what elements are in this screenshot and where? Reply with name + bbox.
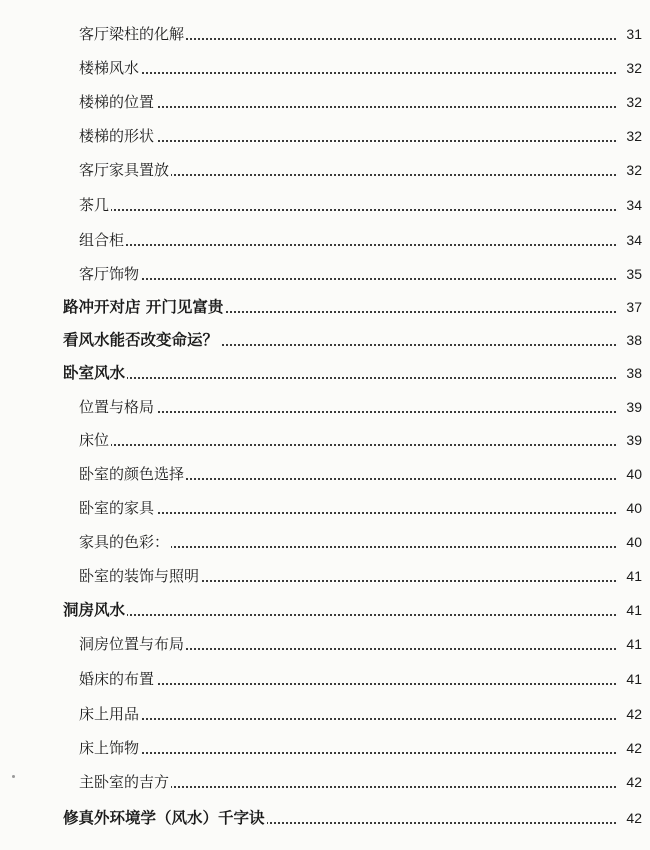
toc-entry-page: 34 (618, 228, 642, 252)
toc-entry-page: 41 (618, 632, 642, 656)
toc-entry (0, 564, 650, 588)
dot-leader (79, 244, 616, 246)
toc-entry (0, 228, 650, 252)
toc-entry (0, 361, 650, 385)
toc-entry-title: 床上饰物 (79, 736, 141, 760)
toc-entry-page: 39 (618, 395, 642, 419)
toc-entry-title: 位置与格局 (79, 395, 156, 419)
toc-entry (0, 530, 650, 554)
toc-entry-page: 31 (618, 22, 642, 46)
dot-leader (79, 411, 616, 413)
toc-entry-title: 床位 (79, 428, 111, 452)
toc-entry-title: 床上用品 (79, 702, 141, 726)
toc-entry (0, 295, 650, 319)
dot-leader (79, 140, 616, 142)
toc-entry (0, 262, 650, 286)
toc-entry (0, 428, 650, 452)
toc-entry-page: 37 (618, 295, 642, 319)
dot-leader (79, 752, 616, 754)
toc-entry-page: 41 (618, 667, 642, 691)
toc-entry-page: 35 (618, 262, 642, 286)
dot-leader (79, 106, 616, 108)
toc-entry-title: 卧室的装饰与照明 (79, 564, 201, 588)
toc-entry-page: 42 (618, 770, 642, 794)
toc-entry-title: 客厅梁柱的化解 (79, 22, 186, 46)
toc-entry-title: 卧室的家具 (79, 496, 156, 520)
toc-entry (0, 702, 650, 726)
dot-leader (63, 377, 616, 379)
toc-entry-page: 38 (618, 328, 642, 352)
toc-entry-title: 卧室的颜色选择 (79, 462, 186, 486)
toc-entry-page: 41 (618, 598, 642, 622)
toc-entry-page: 32 (618, 56, 642, 80)
toc-entry-title: 楼梯风水 (79, 56, 141, 80)
toc-entry (0, 395, 650, 419)
dot-leader (79, 512, 616, 514)
toc-entry-title: 路冲开对店 开门见富贵 (63, 295, 225, 319)
toc-entry (0, 22, 650, 46)
toc-entry-page: 32 (618, 90, 642, 114)
toc-entry-title: 看风水能否改变命运？ (63, 328, 220, 352)
toc-entry-title: 客厅饰物 (79, 262, 141, 286)
toc-entry-title: 茶几 (79, 193, 111, 217)
dot-leader (79, 209, 616, 211)
toc-entry-page: 41 (618, 564, 642, 588)
toc-entry-title: 楼梯的位置 (79, 90, 156, 114)
toc-entry-title: 客厅家具置放 (79, 158, 171, 182)
dot-leader (79, 444, 616, 446)
toc-entry (0, 736, 650, 760)
toc-entry-page: 40 (618, 530, 642, 554)
toc-entry (0, 124, 650, 148)
toc-entry-page: 34 (618, 193, 642, 217)
toc-entry-page: 40 (618, 462, 642, 486)
toc-entry-title: 婚床的布置 (79, 667, 156, 691)
toc-entry (0, 806, 650, 830)
toc-entry-title: 家具的色彩： (79, 530, 171, 554)
toc-entry-title: 修真外环境学（风水）千字诀 (63, 806, 267, 830)
toc-entry-title: 组合柜 (79, 228, 126, 252)
dot-leader (79, 683, 616, 685)
toc-entry (0, 90, 650, 114)
toc-entry-title: 洞房风水 (63, 598, 127, 622)
toc-entry (0, 193, 650, 217)
toc-entry (0, 632, 650, 656)
dot-leader (79, 278, 616, 280)
dot-leader (79, 72, 616, 74)
toc-entry-page: 38 (618, 361, 642, 385)
dot-leader (63, 614, 616, 616)
toc-entry (0, 56, 650, 80)
toc-entry (0, 598, 650, 622)
toc-entry (0, 462, 650, 486)
toc-entry-title: 洞房位置与布局 (79, 632, 186, 656)
toc-entry-page: 32 (618, 158, 642, 182)
toc-entry-title: 楼梯的形状 (79, 124, 156, 148)
toc-entry (0, 770, 650, 794)
toc-entry (0, 328, 650, 352)
toc-entry-page: 42 (618, 736, 642, 760)
toc-entry-page: 42 (618, 806, 642, 830)
toc-entry (0, 496, 650, 520)
toc-entry-title: 主卧室的吉方 (79, 770, 171, 794)
toc-entry-page: 42 (618, 702, 642, 726)
toc-entry-page: 39 (618, 428, 642, 452)
scan-speck (12, 775, 15, 778)
toc-entry (0, 667, 650, 691)
toc-entry (0, 158, 650, 182)
toc-entry-page: 40 (618, 496, 642, 520)
toc-entry-page: 32 (618, 124, 642, 148)
toc-entry-title: 卧室风水 (63, 361, 127, 385)
dot-leader (79, 718, 616, 720)
